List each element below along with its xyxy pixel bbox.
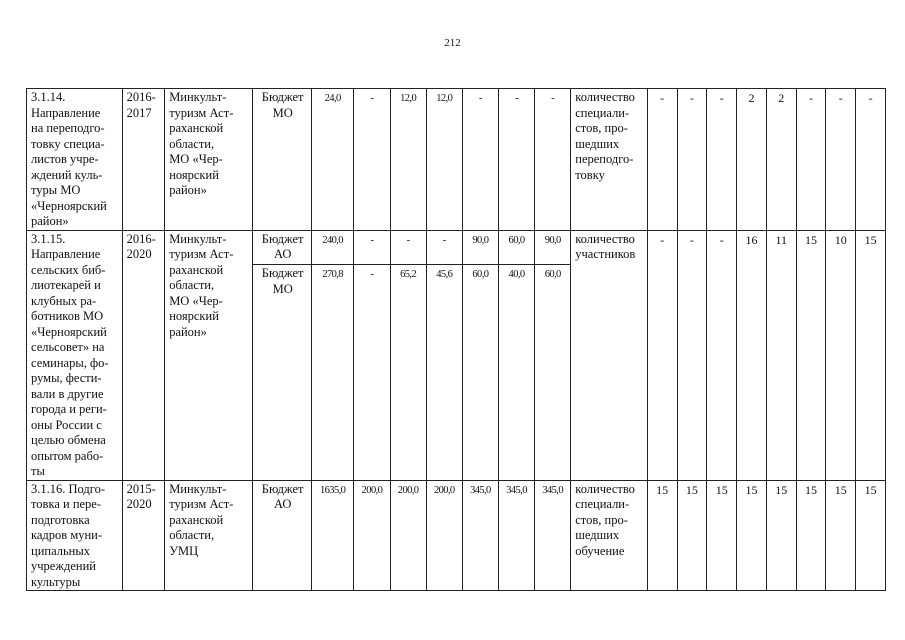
amount-2019: 40,0 (498, 265, 534, 480)
indicator-value: - (647, 230, 677, 480)
amount-2015: 200,0 (354, 480, 390, 591)
table-row-3-1-14 (27, 89, 886, 231)
indicator-value: 15 (766, 480, 796, 591)
indicator-value: - (796, 89, 826, 231)
executors-cell: Минкульт- туризм Аст- раханской области, УМЦ (165, 480, 253, 591)
indicator-value: 2 (766, 89, 796, 231)
indicator-name: количество специали- стов, про- шедших обучение (571, 480, 648, 591)
amount-2015: - (354, 230, 390, 265)
amount-2016: 12,0 (390, 89, 426, 231)
indicator-value: 15 (737, 480, 767, 591)
period-cell: 2016- 2017 (122, 89, 165, 231)
amount-2017: - (426, 230, 462, 265)
indicator-value: - (677, 230, 707, 480)
amount-total: 240,0 (311, 230, 354, 265)
indicator-value: 15 (796, 480, 826, 591)
executors-cell: Минкульт- туризм Аст- раханской области, МО «Чер- ноярский район» (165, 89, 253, 231)
amount-2016: 65,2 (390, 265, 426, 480)
amount-2018: 345,0 (462, 480, 498, 591)
amount-total: 24,0 (311, 89, 354, 231)
period-cell: 2016- 2020 (122, 230, 165, 480)
indicator-value: - (826, 89, 856, 231)
table-row-3-1-15 (27, 230, 886, 265)
funding-source: Бюджет АО (253, 480, 311, 591)
indicator-value: 15 (856, 230, 886, 480)
funding-source: Бюджет АО (253, 230, 311, 265)
indicator-value: 16 (737, 230, 767, 480)
amount-2015: - (354, 89, 390, 231)
measure-name: 3.1.16. Подго- товка и пере- подготовка кадров муни- ципальных учреждений культуры (27, 480, 123, 591)
amount-2017: 45,6 (426, 265, 462, 480)
program-table (26, 88, 886, 591)
amount-2017: 200,0 (426, 480, 462, 591)
amount-2020: - (535, 89, 571, 231)
amount-2015: - (354, 265, 390, 480)
table-row-3-1-16 (27, 480, 886, 591)
indicator-value: 2 (737, 89, 767, 231)
amount-total: 1635,0 (311, 480, 354, 591)
amount-2018: 90,0 (462, 230, 498, 265)
period-cell: 2015- 2020 (122, 480, 165, 591)
amount-total: 270,8 (311, 265, 354, 480)
funding-source: Бюджет МО (253, 89, 311, 231)
indicator-value: - (647, 89, 677, 231)
executors-cell: Минкульт- туризм Аст- раханской области, МО «Чер- ноярский район» (165, 230, 253, 480)
indicator-value: - (677, 89, 707, 231)
indicator-value: - (856, 89, 886, 231)
indicator-value: 15 (826, 480, 856, 591)
amount-2017: 12,0 (426, 89, 462, 231)
indicator-value: 15 (856, 480, 886, 591)
indicator-name: количество специали- стов, про- шедших переподго- товку (571, 89, 648, 231)
amount-2018: - (462, 89, 498, 231)
indicator-name: количество участников (571, 230, 648, 480)
amount-2019: 60,0 (498, 230, 534, 265)
measure-name: 3.1.15. Направление сельских биб- лиотекарей и клубных ра- ботников МО «Черноярский сельсовет» на семинары, фо- румы, фести- вали в другие города и реги- оны России с целью обмена опытом рабо- ты (27, 230, 123, 480)
amount-2019: 345,0 (498, 480, 534, 591)
indicator-value: - (707, 230, 737, 480)
funding-source: Бюджет МО (253, 265, 311, 480)
amount-2018: 60,0 (462, 265, 498, 480)
amount-2016: 200,0 (390, 480, 426, 591)
measure-name: 3.1.14. Направление на переподго- товку специа- листов учре- ждений куль- туры МО «Черноярский район» (27, 89, 123, 231)
amount-2020: 60,0 (535, 265, 571, 480)
indicator-value: 15 (796, 230, 826, 480)
indicator-value: 10 (826, 230, 856, 480)
indicator-value: 11 (766, 230, 796, 480)
amount-2016: - (390, 230, 426, 265)
page-number: 212 (444, 37, 461, 49)
amount-2019: - (498, 89, 534, 231)
indicator-value: 15 (707, 480, 737, 591)
amount-2020: 90,0 (535, 230, 571, 265)
indicator-value: - (707, 89, 737, 231)
indicator-value: 15 (647, 480, 677, 591)
indicator-value: 15 (677, 480, 707, 591)
amount-2020: 345,0 (535, 480, 571, 591)
